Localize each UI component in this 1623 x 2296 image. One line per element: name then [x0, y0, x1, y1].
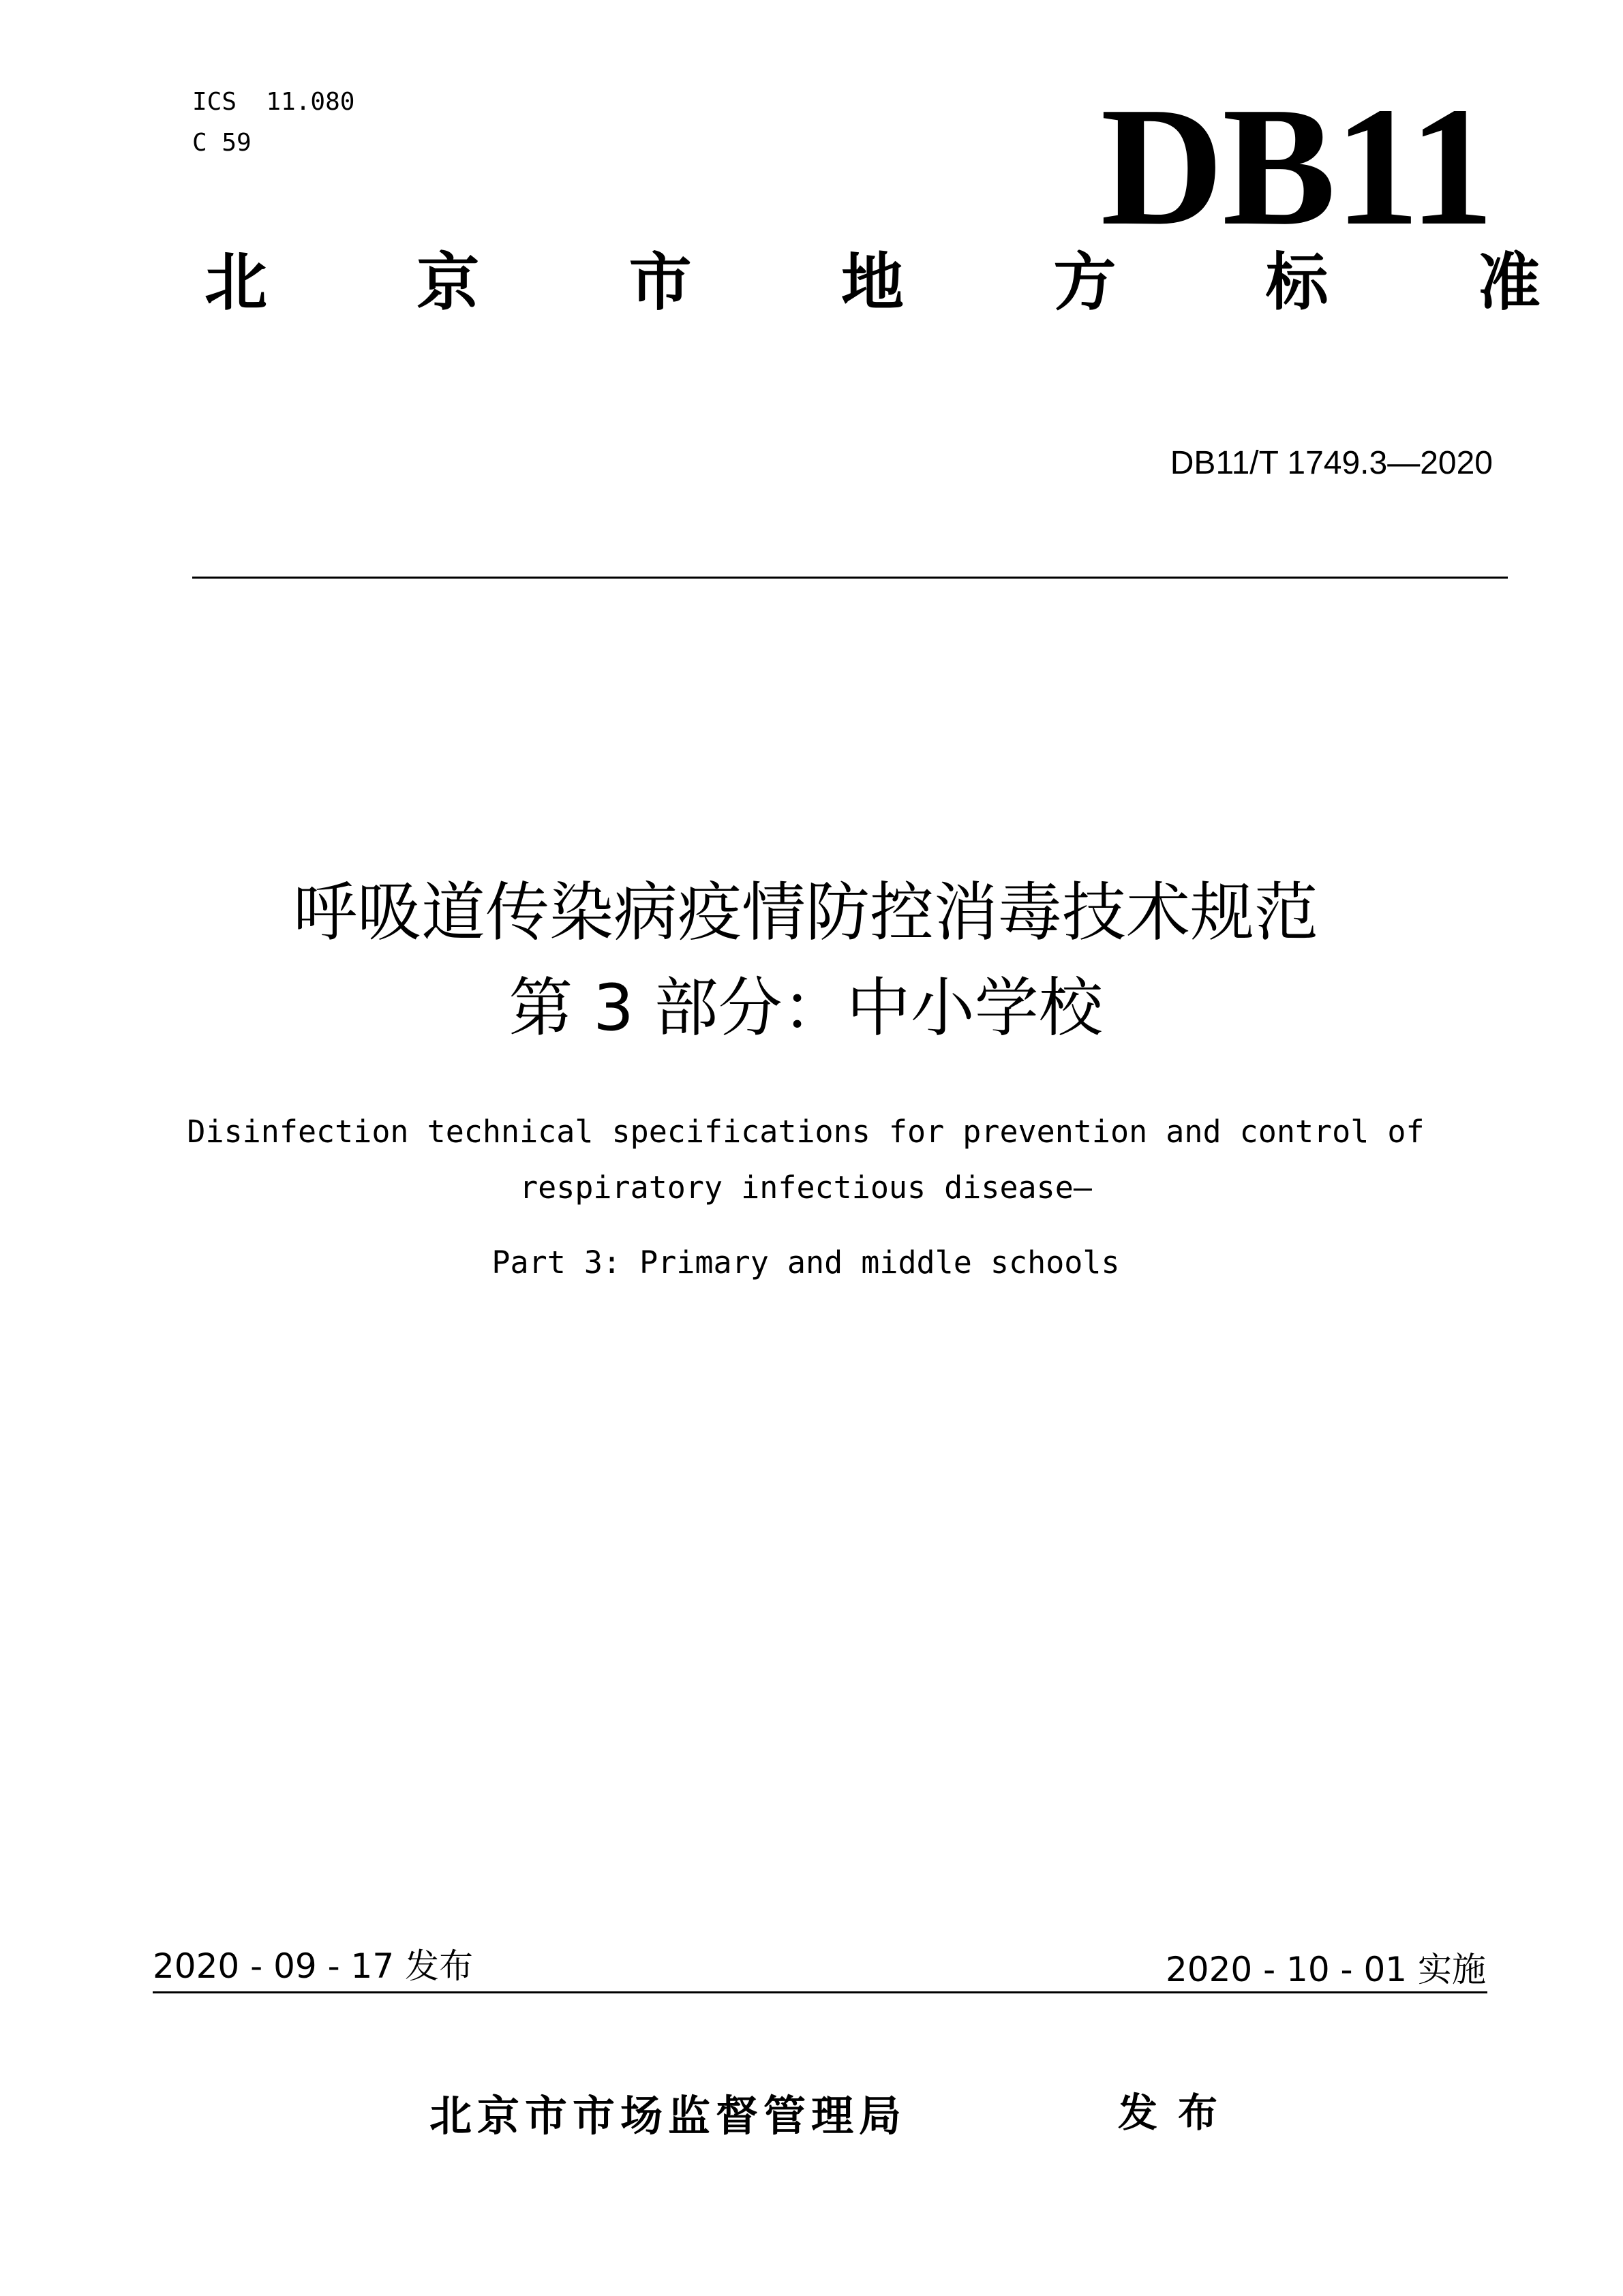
heading-char: 准 [1477, 246, 1541, 319]
chinese-title-line1: 呼吸道传染病疫情防控消毒技术规范 [292, 876, 1318, 950]
heading-char: 方 [1053, 246, 1117, 319]
publisher-name: 北京市市场监督管理局 [429, 2091, 907, 2141]
issue-date: 2020 - 09 - 17 发布 [153, 1946, 474, 1986]
publish-label: 发布 [1118, 2090, 1239, 2136]
chinese-title [124, 866, 1487, 1056]
english-title [124, 1104, 1487, 1291]
heading-char: 市 [628, 246, 692, 319]
heading-char: 北 [204, 246, 268, 319]
heading-char: 京 [416, 246, 480, 319]
ccs-code: C 59 [192, 129, 252, 157]
footer-divider [153, 1991, 1487, 1993]
ics-code: ICS 11.080 [192, 88, 355, 116]
db11-logo: DB11 [1100, 72, 1493, 261]
chinese-title-line2: 第 3 部分：中小学校 [509, 971, 1103, 1045]
heading-char: 标 [1265, 246, 1329, 319]
english-title-part: Part 3: Primary and middle schools [491, 1244, 1120, 1281]
effective-date: 2020 - 10 - 01 实施 [1165, 1950, 1486, 1989]
header-divider [192, 577, 1508, 579]
standard-type-heading [204, 245, 1541, 320]
heading-char: 地 [840, 246, 904, 319]
classification-codes [192, 82, 354, 164]
standard-number: DB11/T 1749.3—2020 [1170, 445, 1493, 481]
english-title-line2: respiratory infectious disease— [519, 1169, 1092, 1206]
english-title-line1: Disinfection technical specifications for prevention and control of [187, 1114, 1425, 1150]
